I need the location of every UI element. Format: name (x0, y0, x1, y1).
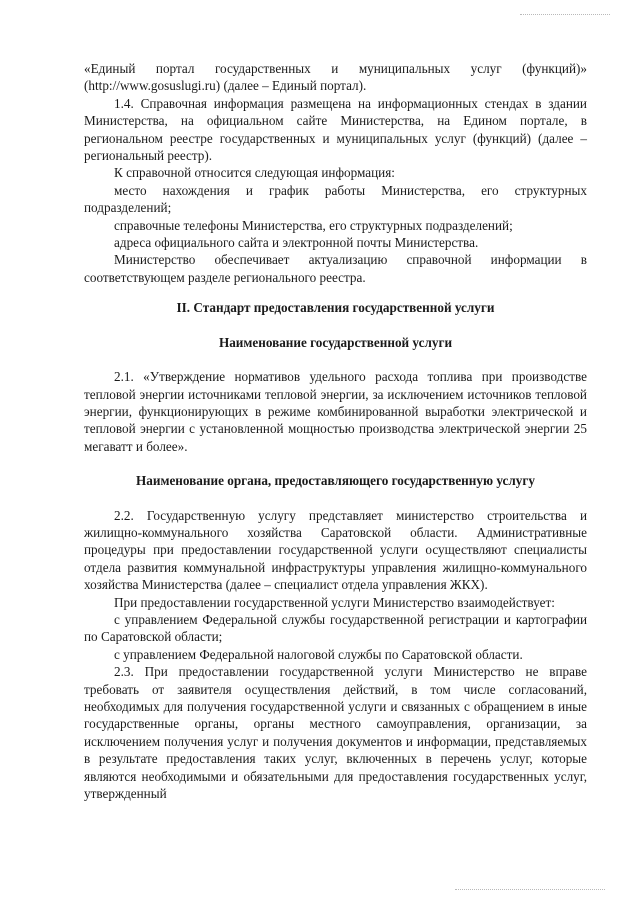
heading-organ-name: Наименование органа, предоставляющего государственную услугу (136, 473, 535, 489)
paragraph-interaction-tax: с управлением Федеральной налоговой службы по Саратовской области. (114, 646, 523, 662)
section-title: II. Стандарт предоставления государственной услуги (176, 300, 495, 316)
scan-artifact-top (520, 14, 610, 15)
paragraph-2-3: 2.3. При предоставлении государственной услуги Министерство не вправе требовать от заявителя осуществления действий, в том числе согласований, необходимых для получения государственной услуги и связанных с обращением в иные государственные органы, органы местного самоуправления, организации, за исключением получения услуг и получения документов и информации, представляемых в результате предоставления таких услуг, включенных в перечень услуг, которые являются необходимыми и обязательными для предоставления государственных услуг, утвержденный (84, 664, 587, 802)
paragraph-2-1: 2.1. «Утверждение нормативов удельного расхода топлива при производстве тепловой энергии источниками тепловой энергии, за исключением источников тепловой энергии, функционирующих в режиме комбинированной выработки электрической и тепловой энергии с установленной мощностью производства электрической энергии 25 мегаватт и более». (84, 369, 587, 454)
scan-artifact-bottom (455, 889, 605, 890)
paragraph-info-location: место нахождения и график работы Министерства, его структурных подразделений; (84, 182, 587, 216)
paragraph-actualization: Министерство обеспечивает актуализацию справочной информации в соответствующем разделе регионального реестра. (84, 252, 587, 285)
paragraph-1-4: 1.4. Справочная информация размещена на информационных стендах в здании Министерства, на официальном сайте Министерства, на Едином портале, в региональном реестре государственных и муниципальных услуг (функций) (далее – региональный реестр). (84, 95, 587, 164)
document-body (84, 60, 587, 802)
paragraph-info-phones: справочные телефоны Министерства, его структурных подразделений; (114, 217, 513, 233)
paragraph-portal: «Единый портал государственных и муниципальных услуг (функций)» (http://www.gosuslugi.ru) (далее – Единый портал). (84, 61, 587, 94)
paragraph-info-addresses: адреса официального сайта и электронной почты Министерства. (114, 235, 479, 251)
paragraph-2-2: 2.2. Государственную услугу представляет министерство строительства и жилищно-коммунального хозяйства Саратовской области. Административные процедуры при предоставлении государственной услуги осуществляют специалисты отдела развития коммунальной инфраструктуры управления жилищно-коммунального хозяйства Министерства (далее – специалист отдела управления ЖКХ). (84, 507, 587, 593)
paragraph-interaction-rosreestr: с управлением Федеральной службы государственной регистрации и картографии по Саратовской области; (84, 611, 587, 645)
paragraph-interaction-intro: При предоставлении государственной услуги Министерство взаимодействует: (114, 594, 555, 610)
heading-service-name: Наименование государственной услуги (218, 334, 453, 350)
paragraph-info-intro: К справочной относится следующая информация: (114, 165, 395, 181)
